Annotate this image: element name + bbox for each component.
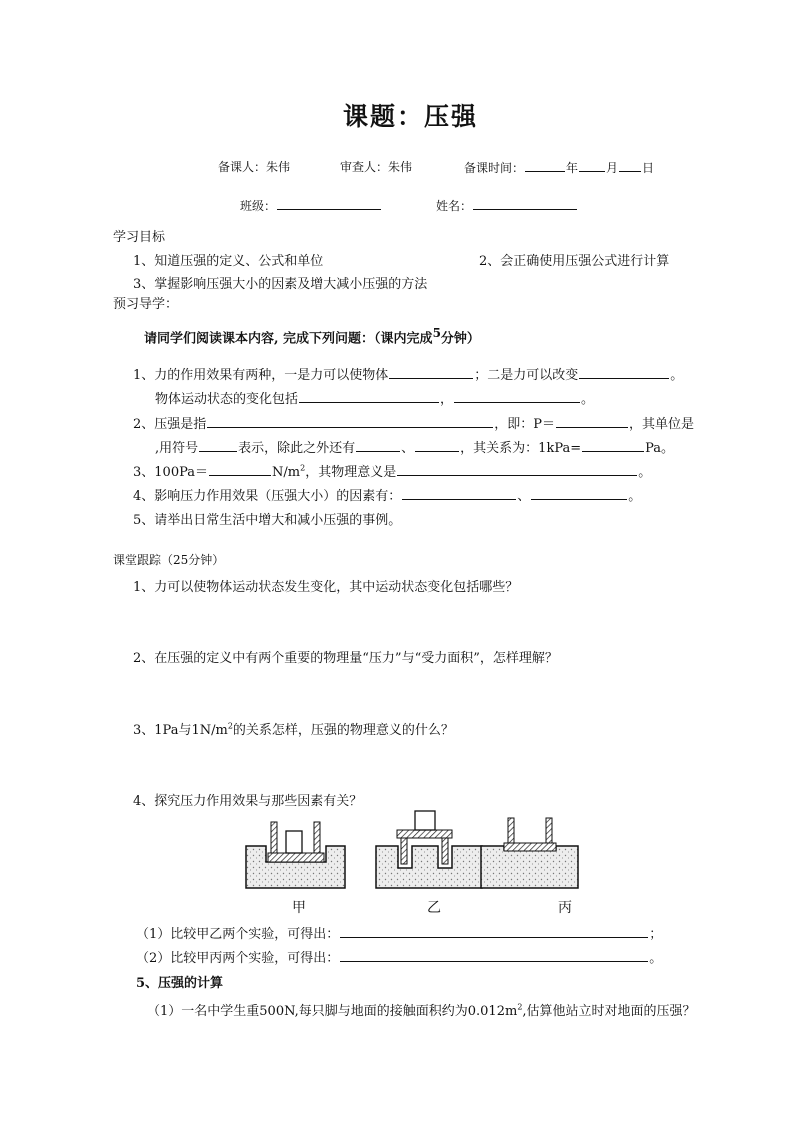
q1-blank-2[interactable]	[579, 365, 669, 379]
name-blank[interactable]	[473, 196, 577, 210]
q3-text-b: N/m	[272, 465, 301, 480]
q1-blank-4[interactable]	[454, 389, 580, 403]
class-row	[240, 196, 382, 214]
c2-text: （2）比较甲丙两个实验，可得出：	[136, 951, 340, 966]
q4-blank-2[interactable]	[531, 486, 627, 500]
classroom-q1: 1、力可以使物体运动状态发生变化，其中运动状态变化包括哪些？	[133, 580, 519, 595]
q2-text-c: ，其单位是	[629, 417, 695, 432]
conclusion-1	[136, 923, 662, 942]
q2-blank-2[interactable]	[556, 414, 628, 428]
preparer-label: 备课人：朱伟	[218, 160, 291, 174]
preview-q2-line1	[133, 413, 694, 432]
class-label: 班级：	[240, 199, 277, 213]
c2-blank[interactable]	[340, 948, 648, 962]
q2-blank-3[interactable]	[199, 438, 237, 452]
objectives-heading: 学习目标	[113, 230, 166, 245]
q5-1-text-b: ,估算他站立时对地面的压强？	[522, 1004, 696, 1019]
day-blank[interactable]	[619, 158, 641, 172]
q4-text-b: 、	[517, 489, 531, 504]
label-bing: 丙	[558, 900, 572, 916]
q2-text-d: ,用符号	[155, 441, 199, 456]
q2-text-h: Pa。	[645, 441, 675, 456]
label-yi: 乙	[427, 900, 441, 916]
name-row	[436, 196, 578, 214]
cq3-text-a: 3、1Pa与1N/m	[133, 723, 228, 738]
q1-blank-3[interactable]	[299, 389, 439, 403]
label-jia: 甲	[292, 900, 306, 916]
conclusion-2	[136, 947, 662, 966]
c1-end: ；	[649, 927, 663, 942]
q4-text-c: 。	[628, 489, 642, 504]
q1-text-b: ；二是力可以改变	[474, 368, 579, 383]
q2-blank-5[interactable]	[415, 438, 459, 452]
q2-text-f: 、	[401, 441, 415, 456]
c2-end: 。	[649, 951, 663, 966]
experiment-jia-diagram	[246, 822, 345, 888]
preview-q2-line2	[155, 437, 674, 456]
class-blank[interactable]	[277, 196, 381, 210]
q3-blank-1[interactable]	[209, 462, 271, 476]
cq3-text-b: 的关系怎样，压强的物理意义的什么？	[232, 723, 454, 738]
preview-instruction	[144, 326, 480, 346]
month-blank[interactable]	[579, 158, 605, 172]
q2-text-g: ，其关系为：1kPa=	[460, 441, 582, 456]
preview-q4	[133, 485, 641, 504]
cq3-superscript: 2	[227, 721, 233, 731]
q3-text-c: ，其物理意义是	[305, 465, 397, 480]
name-label: 姓名：	[436, 199, 473, 213]
q3-superscript: 2	[300, 463, 306, 473]
instruction-minutes: 5	[432, 326, 441, 340]
q2-blank-1[interactable]	[207, 414, 493, 428]
instruction-text-end: 分钟）	[440, 331, 480, 347]
preview-q1-line2	[155, 388, 594, 407]
page-title: 课题：压强	[343, 102, 479, 131]
classroom-q4: 4、探究压力作用效果与那些因素有关？	[133, 794, 363, 809]
q1-text-d: 物体运动状态的变化包括	[155, 392, 299, 407]
objective-1: 1、知道压强的定义、公式和单位	[133, 254, 324, 269]
preview-q1-line1	[133, 364, 683, 383]
year-label: 年	[566, 161, 579, 175]
q5-1-superscript: 2	[517, 1002, 523, 1012]
year-blank[interactable]	[525, 158, 565, 172]
q3-text-a: 3、100Pa＝	[133, 465, 208, 480]
pressure-experiment-figure	[240, 806, 592, 896]
q3-blank-2[interactable]	[397, 462, 637, 476]
preview-q3	[133, 461, 651, 480]
c1-blank[interactable]	[340, 924, 648, 938]
classroom-q2: 2、在压强的定义中有两个重要的物理量“压力”与“受力面积”，怎样理解？	[133, 651, 558, 666]
q4-text-a: 4、影响压力作用效果（压强大小）的因素有：	[133, 489, 402, 504]
q1-blank-1[interactable]	[389, 365, 473, 379]
classroom-q3	[133, 719, 454, 738]
experiment-bing-diagram	[481, 818, 578, 888]
instruction-text: 请同学们阅读课本内容, 完成下列问题：（课内完成	[144, 331, 433, 347]
q5-1-text-a: （1）一名中学生重500N,每只脚与地面的接触面积约为0.012m	[147, 1004, 518, 1019]
classroom-heading: 课堂跟踪（25分钟）	[113, 553, 225, 567]
q4-blank-1[interactable]	[402, 486, 516, 500]
q2-blank-4[interactable]	[356, 438, 400, 452]
q1-text-f: 。	[581, 392, 595, 407]
classroom-q5: 5、压强的计算	[136, 976, 224, 991]
classroom-q5-1	[147, 1000, 696, 1019]
preview-q5: 5、请举出日常生活中增大和减小压强的事例。	[133, 513, 402, 528]
q2-text-a: 2、压强是指	[133, 417, 207, 432]
objective-3: 3、掌握影响压强大小的因素及增大减小压强的方法	[133, 277, 428, 292]
q2-blank-6[interactable]	[582, 438, 644, 452]
q1-text-e: ，	[440, 392, 454, 407]
reviewer-label: 审查人：朱伟	[340, 160, 413, 174]
month-label: 月	[606, 161, 619, 175]
q2-text-b: ，即：P＝	[494, 417, 556, 432]
day-label: 日	[642, 161, 655, 175]
experiment-yi-diagram	[376, 811, 482, 888]
prep-time-label: 备课时间：	[464, 161, 525, 175]
q1-text-c: 。	[670, 368, 684, 383]
q3-text-d: 。	[638, 465, 652, 480]
q2-text-e: 表示，除此之外还有	[238, 441, 356, 456]
prep-time-row	[464, 158, 654, 176]
q1-text-a: 1、力的作用效果有两种，一是力可以使物体	[133, 368, 389, 383]
preview-heading: 预习导学：	[113, 297, 179, 312]
c1-text: （1）比较甲乙两个实验，可得出：	[136, 927, 340, 942]
objective-2: 2、会正确使用压强公式进行计算	[479, 254, 670, 269]
